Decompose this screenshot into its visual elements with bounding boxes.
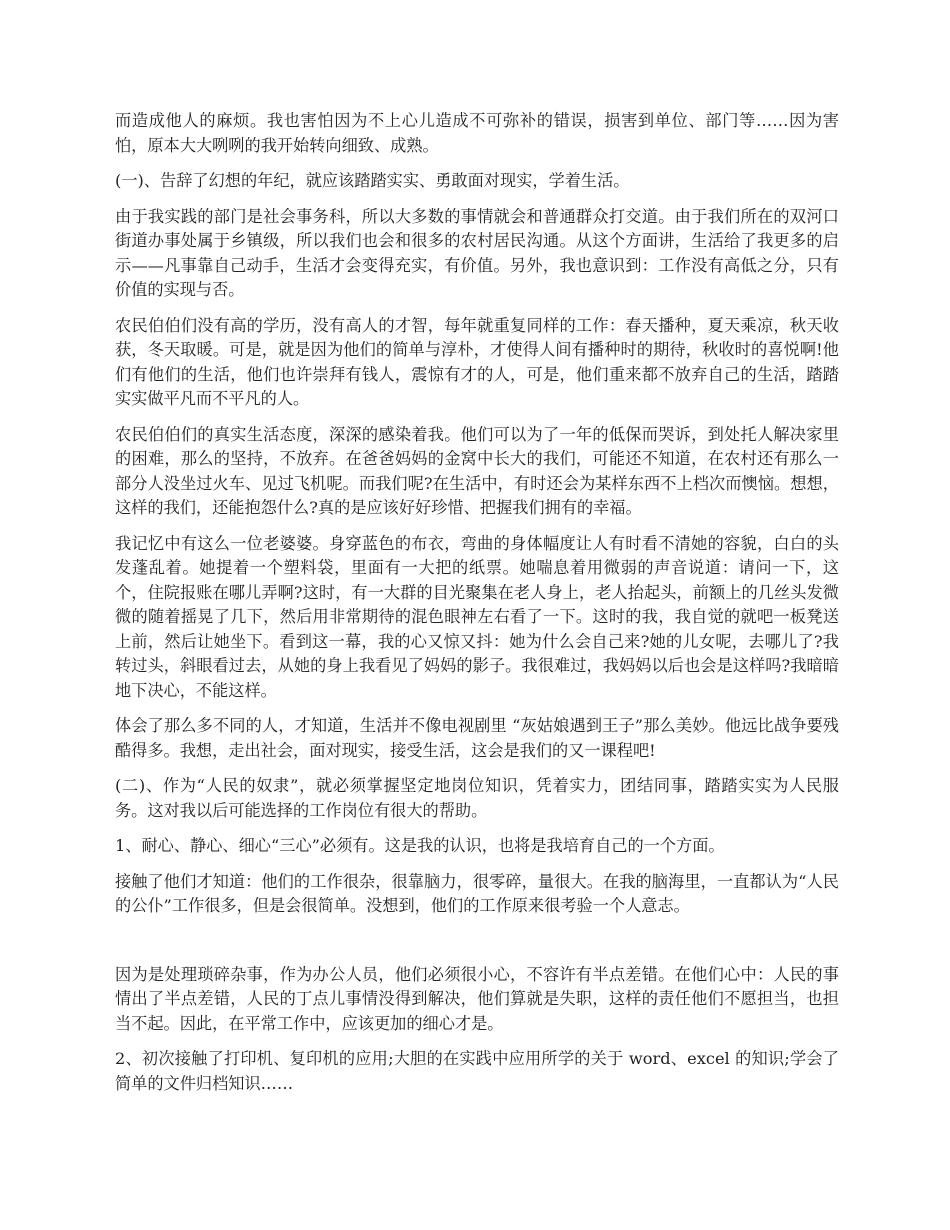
paragraph: 农民伯伯们的真实生活态度，深深的感染着我。他们可以为了一年的低保而哭诉，到处托人解决家里的困难，那么的坚持，不放弃。在爸爸妈妈的金窝中长大的我们，可能还不知道，在农村还有那么一部分人没坐过火车、见过飞机呢。而我们呢?在生活中，有时还会为某样东西不上档次而懊恼。想想，这样的我们，还能抱怨什么?真的是应该好好珍惜、把握我们拥有的幸福。 (115, 424, 839, 517)
paragraph: 农民伯伯们没有高的学历，没有高人的才智，每年就重复同样的工作：春天播种，夏天乘凉，秋天收获，冬天取暖。可是，就是因为他们的简单与淳朴，才使得人间有播种时的期待，秋收时的喜悦啊!他们有他们的生活，他们也许崇拜有钱人，震惊有才的人，可是，他们重来都不放弃自己的生活，踏踏实实做平凡而不平凡的人。 (115, 315, 839, 408)
section-heading: (一)、告辞了幻想的年纪，就应该踏踏实实、勇敢面对现实，学着生活。 (115, 171, 630, 190)
paragraph: 而造成他人的麻烦。我也害怕因为不上心儿造成不可弥补的错误，损害到单位、部门等……因为害怕，原本大大咧咧的我开始转向细致、成熟。 (115, 111, 839, 155)
paragraph: 由于我实践的部门是社会事务科，所以大多数的事情就会和普通群众打交道。由于我们所在的双河口街道办事处属于乡镇级，所以我们也会和很多的农村居民沟通。从这个方面讲，生活给了我更多的启示——凡事靠自己动手，生活才会变得充实，有价值。另外，我也意识到：工作没有高低之分，只有价值的实现与否。 (115, 206, 839, 299)
paragraph: 我记忆中有这么一位老婆婆。身穿蓝色的布衣，弯曲的身体幅度让人有时看不清她的容貌，白白的头发蓬乱着。她提着一个塑料袋，里面有一大把的纸票。她喘息着用微弱的声音说道：请问一下，这个，住院报账在哪儿弄啊?这时，有一大群的目光聚集在老人身上，老人抬起头，前额上的几丝头发微微的随着摇晃了几下，然后用非常期待的混色眼神左右看了一下。这时的我，我自觉的就吧一板凳送上前，然后让她坐下。看到这一幕，我的心又惊又抖：她为什么会自己来?她的儿女呢，去哪儿了?我转过头，斜眼看过去，从她的身上我看见了妈妈的影子。我很难过，我妈妈以后也会是这样吗?我暗暗地下决心，不能这样。 (115, 533, 839, 700)
paragraph: 接触了他们才知道：他们的工作很杂，很靠脑力，很零碎，量很大。在我的脑海里，一直都认为“人民的公仆”工作很多，但是会很简单。没想到，他们的工作原来很考验一个人意志。 (115, 871, 839, 915)
list-item: 2、初次接触了打印机、复印机的应用;大胆的在实践中应用所学的关于 word、excel 的知识;学会了简单的文件归档知识…… (115, 1049, 839, 1093)
paragraph: 因为是处理琐碎杂事，作为办公人员，他们必须很小心，不容许有半点差错。在他们心中：人民的事情出了半点差错，人民的丁点儿事情没得到解决，他们算就是失职，这样的责任他们不愿担当，也担当不起。因此，在平常工作中，应该更加的细心才是。 (115, 964, 839, 1033)
list-item: 1、耐心、静心、细心“三心”必须有。这是我的认识，也将是我培育自己的一个方面。 (115, 836, 725, 855)
section-heading: (二)、作为“人民的奴隶”，就必须掌握坚定地岗位知识，凭着实力，团结同事，踏踏实实为人民服务。这对我以后可能选择的工作岗位有很大的帮助。 (115, 776, 839, 820)
paragraph: 体会了那么多不同的人，才知道，生活并不像电视剧里 “灰姑娘遇到王子”那么美妙。他远比战争要残酷得多。我想，走出社会，面对现实，接受生活，这会是我们的又一课程吧! (115, 716, 839, 760)
document-body (115, 109, 839, 1107)
